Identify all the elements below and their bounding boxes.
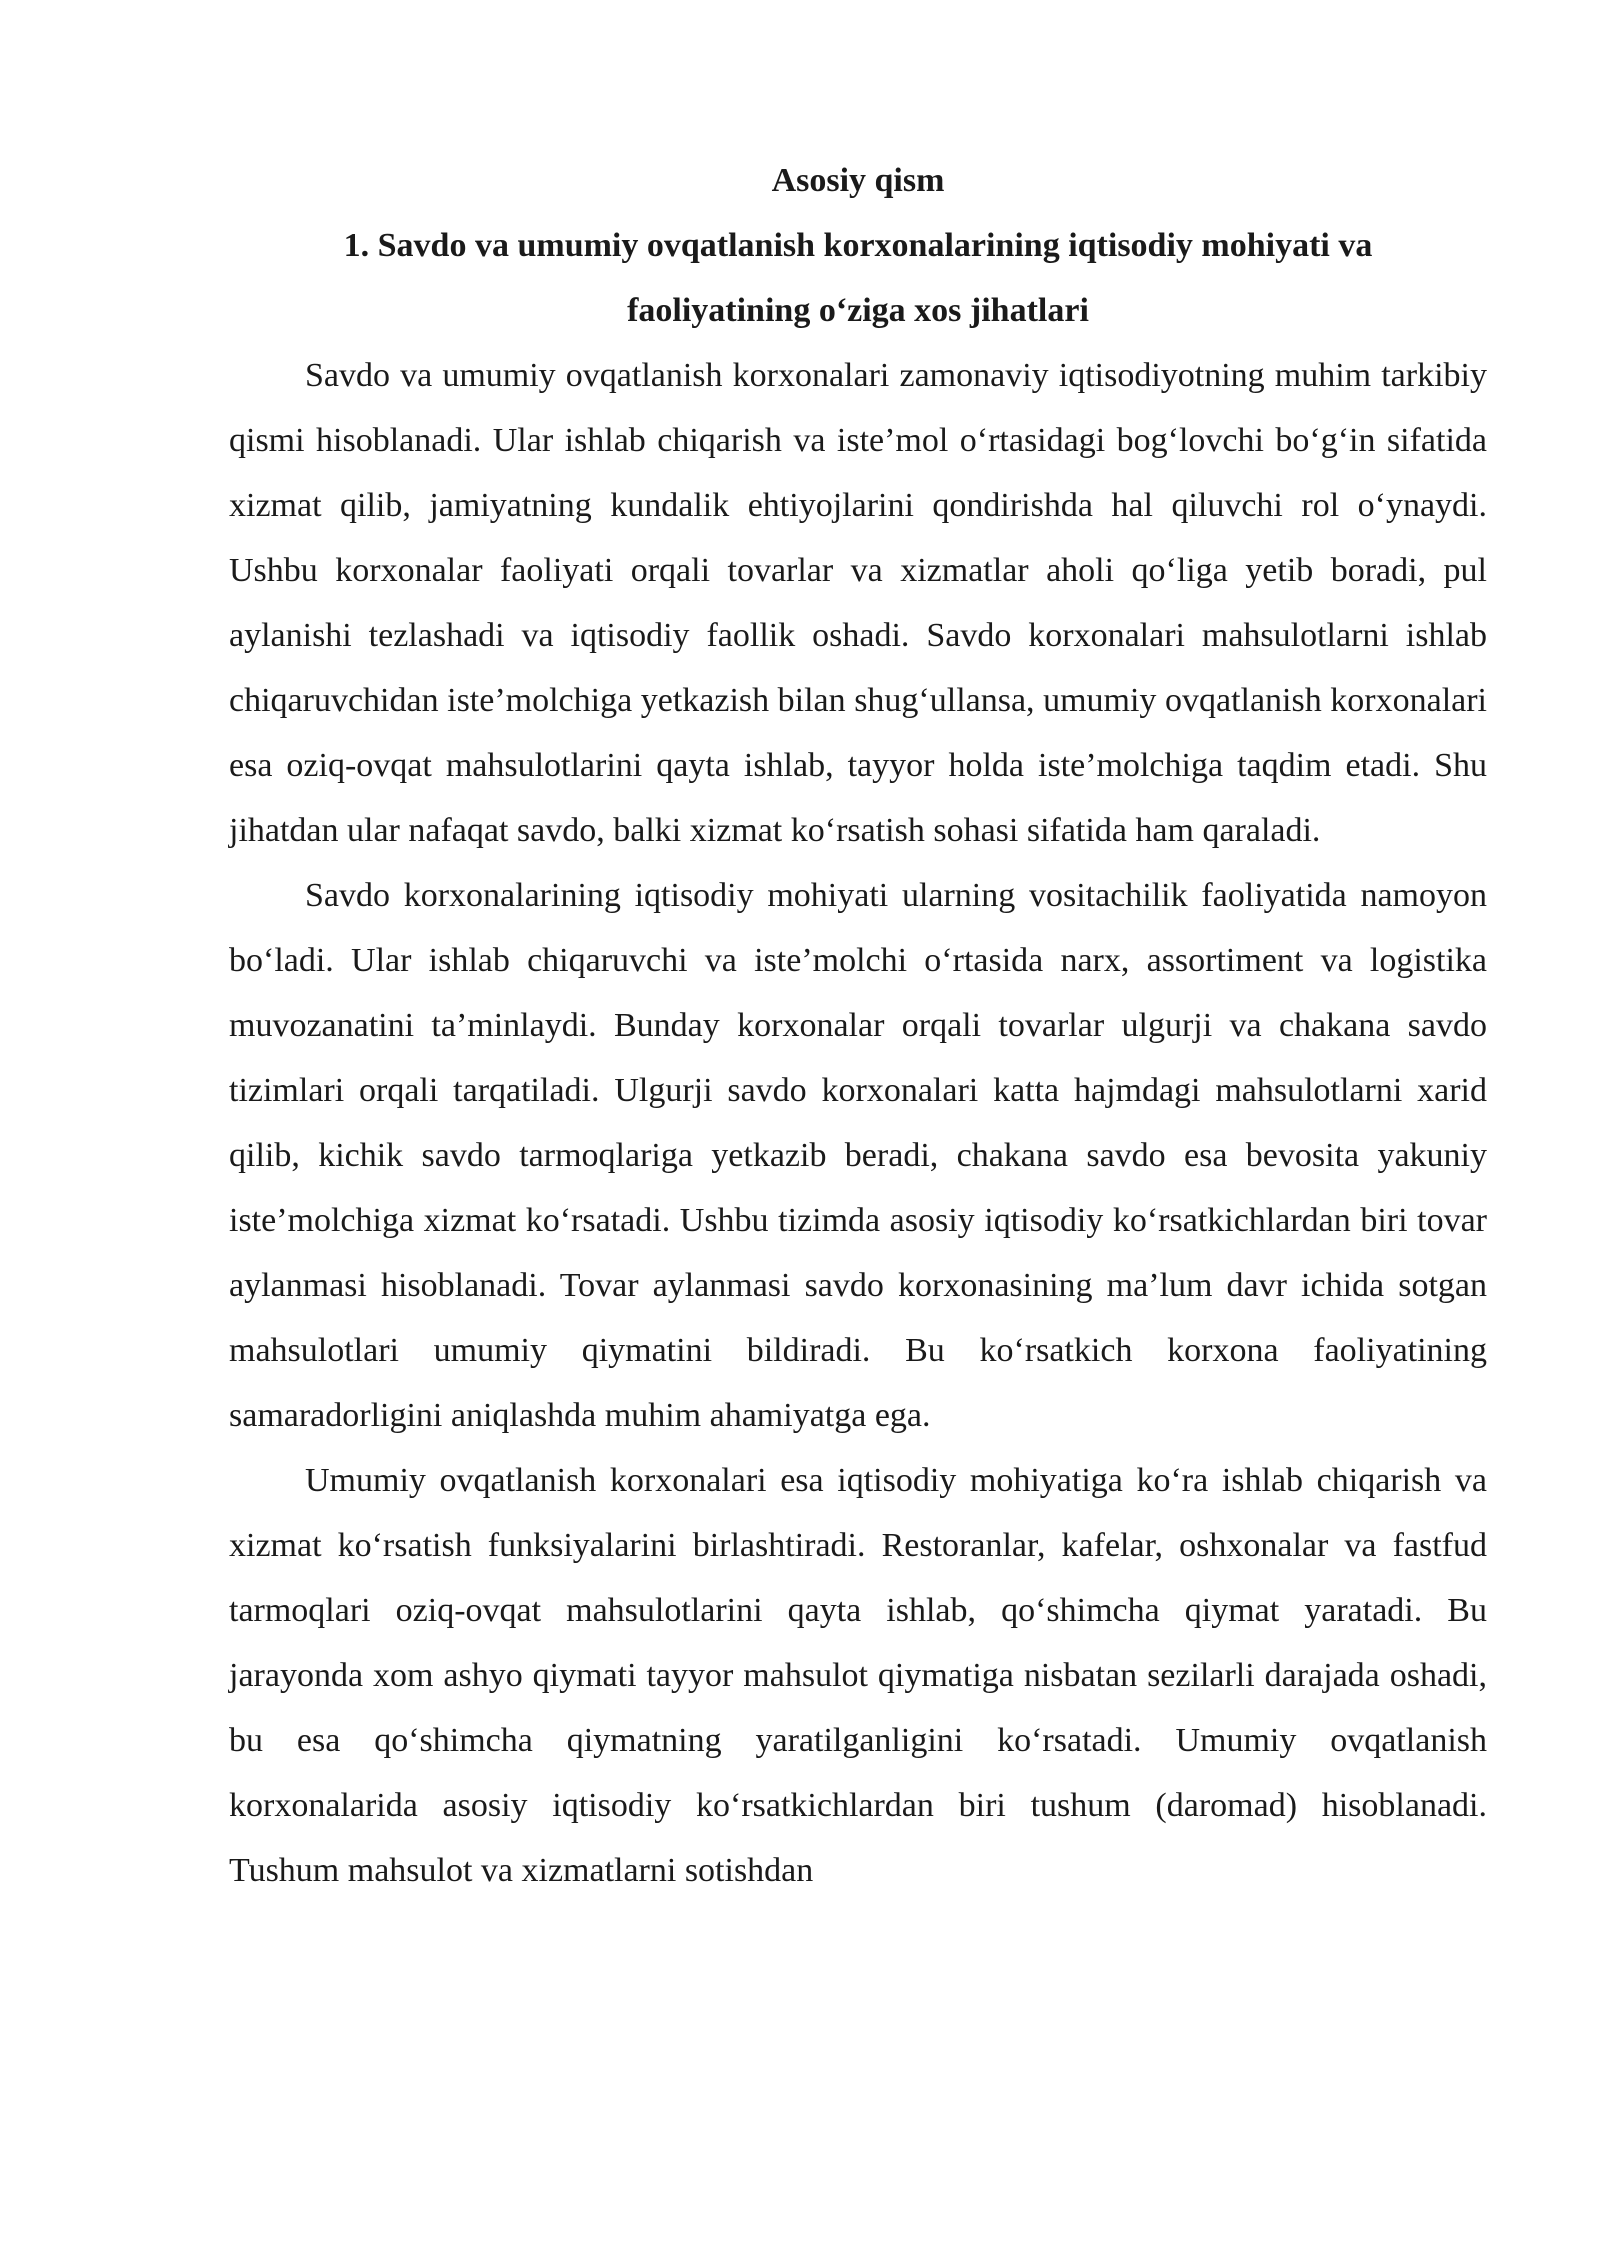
paragraph-2: Savdo korxonalarining iqtisodiy mohiyati ularning vositachilik faoliyatida namoyon bo‘ladi. Ular ishlab chiqaruvchi va iste’molchi o‘rtasida narx, assortiment va logistika muvozanatini ta’minlaydi. Bunday korxonalar orqali tovarlar ulgurji va chakana savdo tizimlari orqali tarqatiladi. Ulgurji savdo korxonalari katta hajmdagi mahsulotlarni xarid qilib, kichik savdo tarmoqlariga yetkazib beradi, chakana savdo esa bevosita yakuniy iste’molchiga xizmat ko‘rsatadi. Ushbu tizimda asosiy iqtisodiy ko‘rsatkichlardan biri tovar aylanmasi hisoblanadi. Tovar aylanmasi savdo korxonasining ma’lum davr ichida sotgan mahsulotlari umumiy qiymatini bildiradi. Bu ko‘rsatkich korxona faoliyatining samaradorligini aniqlashda muhim ahamiyatga ega. — [229, 877, 1487, 1434]
document-body — [229, 148, 1487, 1903]
chapter-title: 1. Savdo va umumiy ovqatlanish korxonalarining iqtisodiy mohiyati va faoliyatining o‘ziga xos jihatlari — [343, 227, 1373, 329]
paragraph-1: Savdo va umumiy ovqatlanish korxonalari zamonaviy iqtisodiyotning muhim tarkibiy qismi hisoblanadi. Ular ishlab chiqarish va iste’mol o‘rtasidagi bog‘lovchi bo‘g‘in sifatida xizmat qilib, jamiyatning kundalik ehtiyojlarini qondirishda hal qiluvchi rol o‘ynaydi. Ushbu korxonalar faoliyati orqali tovarlar va xizmatlar aholi qo‘liga yetib boradi, pul aylanishi tezlashadi va iqtisodiy faollik oshadi. Savdo korxonalari mahsulotlarni ishlab chiqaruvchidan iste’molchiga yetkazish bilan shug‘ullansa, umumiy ovqatlanish korxonalari esa oziq-ovqat mahsulotlarini qayta ishlab, tayyor holda iste’molchiga taqdim etadi. Shu jihatdan ular nafaqat savdo, balki xizmat ko‘rsatish sohasi sifatida ham qaraladi. — [229, 357, 1487, 849]
section-title: Asosiy qism — [771, 162, 945, 199]
paragraph-3: Umumiy ovqatlanish korxonalari esa iqtisodiy mohiyatiga ko‘ra ishlab chiqarish va xizmat ko‘rsatish funksiyalarini birlashtiradi. Restoranlar, kafelar, oshxonalar va fastfud tarmoqlari oziq-ovqat mahsulotlarini qayta ishlab, qo‘shimcha qiymat yaratadi. Bu jarayonda xom ashyo qiymati tayyor mahsulot qiymatiga nisbatan sezilarli darajada oshadi, bu esa qo‘shimcha qiymatning yaratilganligini ko‘rsatadi. Umumiy ovqatlanish korxonalarida asosiy iqtisodiy ko‘rsatkichlardan biri tushum (daromad) hisoblanadi. Tushum mahsulot va xizmatlarni sotishdan — [229, 1462, 1487, 1889]
